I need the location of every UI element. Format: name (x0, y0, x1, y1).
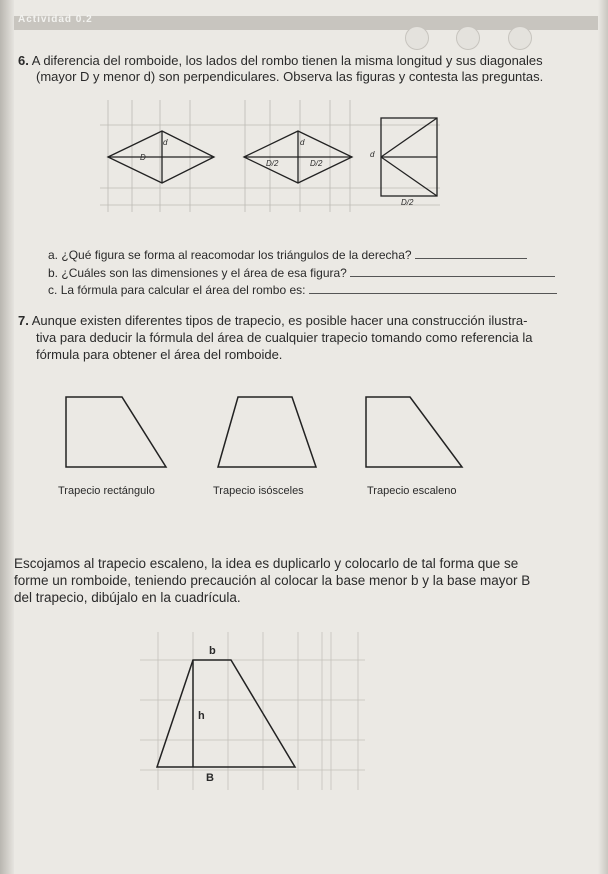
caption-right-trapezoid: Trapecio rectángulo (58, 485, 155, 497)
q6-sub-a-letter: a. (48, 248, 59, 262)
rhombus2-label-d: d (300, 138, 305, 147)
q6-line1: A diferencia del romboide, los lados del rombo tienen la misma longitud y sus diagonales (31, 53, 543, 68)
rhombus1-label-d: d (163, 138, 168, 147)
q6-sub-b-letter: b. (48, 266, 59, 280)
rhombus1-label-D: D (140, 153, 146, 162)
grid-label-height: h (198, 710, 205, 722)
rect-label-d: d (370, 150, 375, 159)
caption-isosceles-trapezoid: Trapecio isósceles (213, 485, 304, 497)
q6-sub-c-letter: c. (48, 283, 58, 297)
grid-label-small-base: b (209, 645, 216, 657)
q7-number: 7. (18, 313, 29, 328)
instruction-line3: del trapecio, dibújalo en la cuadrícula. (14, 590, 241, 605)
instruction-line2: forme un romboide, teniendo precaución al colocar la base menor b y la base mayor B (14, 573, 531, 588)
instruction-line1: Escojamos al trapecio escaleno, la idea es duplicarlo y colocarlo de tal forma que se (14, 556, 519, 571)
q6-sub-a-text: ¿Qué figura se forma al reacomodar los triángulos de la derecha? (61, 248, 412, 262)
q6-sub-b-text: ¿Cuáles son las dimensiones y el área de esa figura? (61, 266, 347, 280)
q6-sub-c-text: La fórmula para calcular el área del rombo es: (60, 283, 306, 297)
rect-label-half-D: D/2 (401, 198, 414, 207)
q7-line2: tiva para deducir la fórmula del área de cualquier trapecio tomando como referencia la (36, 330, 533, 345)
scalene-trapezoid-drawn (157, 660, 295, 767)
grid-label-large-base: B (206, 772, 214, 784)
rhombus2-label-half-D-left: D/2 (266, 159, 279, 168)
q6-line2: (mayor D y menor d) son perpendiculares. Observa las figuras y contesta las preguntas. (36, 69, 544, 84)
rhombus2-label-half-D-right: D/2 (310, 159, 323, 168)
caption-scalene-trapezoid: Trapecio escaleno (367, 485, 457, 497)
q6-number: 6. (18, 53, 29, 68)
q7-line3: fórmula para obtener el área del romboide. (36, 347, 283, 362)
activity-title: Actividad 0.2 (18, 14, 93, 25)
q7-line1: Aunque existen diferentes tipos de trapecio, es posible hacer una construcción ilustra- (31, 313, 528, 328)
